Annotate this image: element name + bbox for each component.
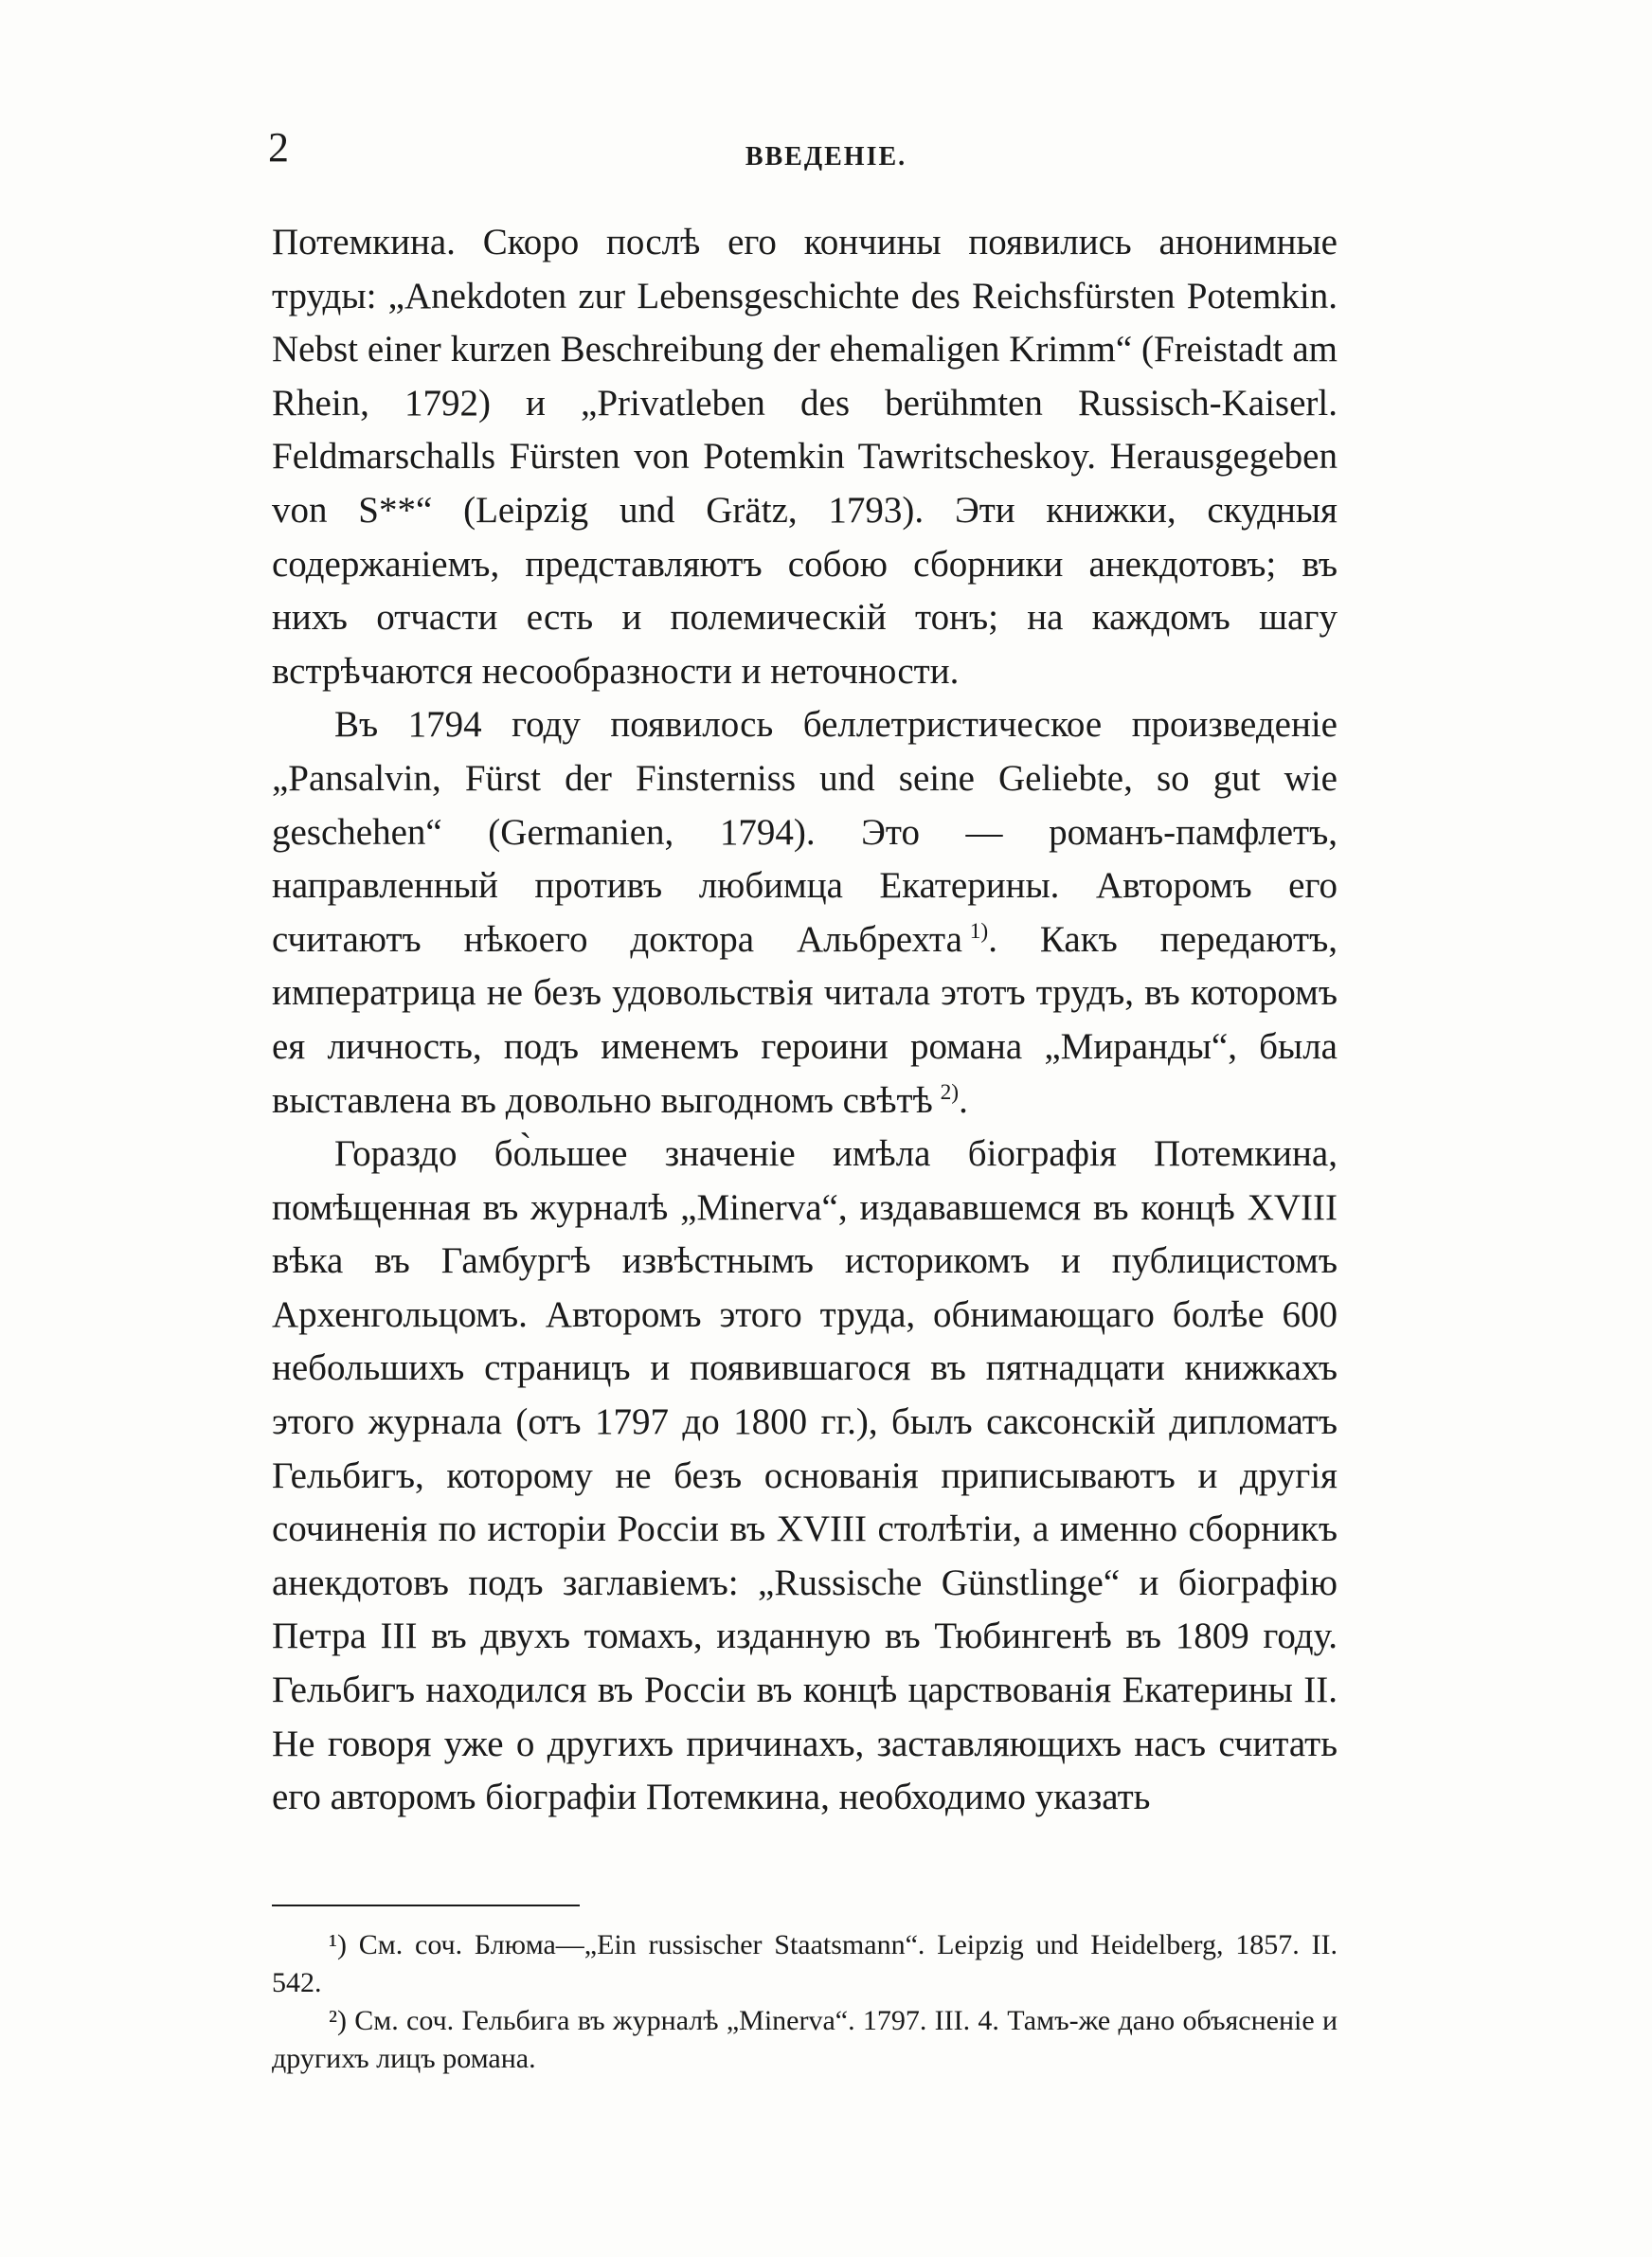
footnote-ref: 1) [969, 918, 989, 944]
footnotes [272, 1926, 1338, 2078]
running-head: ВВЕДЕНІЕ. [745, 142, 907, 172]
footnote-ref: 2) [940, 1079, 960, 1105]
page-number: 2 [268, 124, 289, 171]
footnote-marker: ²) [329, 2005, 347, 2036]
body-text [272, 216, 1338, 1825]
footnote-rule [272, 1905, 580, 1906]
paragraph: Гораздо бо̀льшее значеніе имѣла біографія Потемкина, помѣщенная въ журналѣ „Minerva“, издававшемся въ концѣ XVIII вѣка въ Гамбургѣ извѣстнымъ историкомъ и публицистомъ Архенгольцомъ. Авторомъ этого труда, обнимающаго болѣе 600 небольшихъ страницъ и появившагося въ пятнадцати книжкахъ этого журнала (отъ 1797 до 1800 гг.), былъ саксонскій дипломатъ Гельбигъ, которому не безъ основанія приписываютъ и другія сочиненія по исторіи Россіи въ XVIII столѣтіи, а именно сборникъ анекдотовъ подъ заглавіемъ: „Russische Günstlinge“ и біографію Петра III въ двухъ томахъ, изданную въ Тюбингенѣ въ 1809 году. Гельбигъ находился въ Россіи въ концѣ царствованія Екатерины II. Не говоря уже о другихъ причинахъ, заставляющихъ насъ считать его авторомъ біографіи Потемкина, необходимо указать [272, 1133, 1338, 1818]
paragraph: Потемкина. Скоро послѣ его кончины появились анонимные труды: „Anekdoten zur Lebensgeschichte des Reichsfürsten Potemkin. Nebst einer kurzen Beschreibung der ehemaligen Krimm“ (Freistadt am Rhein, 1792) и „Privatleben des berühmten Russisch-Kaiserl. Feldmarschalls Fürsten von Potemkin Tawritscheskoy. Herausgegeben von S**“ (Leipzig und Grätz, 1793). Эти книжки, скудныя содержаніемъ, представляютъ собою сборники анекдотовъ; въ нихъ отчасти есть и полемическій тонъ; на каждомъ шагу встрѣчаются несообразности и неточности. [272, 222, 1338, 692]
footnote-text: См. соч. Блюма—„Ein russischer Staatsmann“. Leipzig und Heidelberg, 1857. II. 542. [272, 1929, 1338, 1998]
footnote [272, 1926, 1338, 2002]
paragraph-text: . Какъ передаютъ, императрица не безъ удовольствія читала этотъ трудъ, въ которомъ ея личность, подъ именемъ героини романа „Миранды“, была выставлена въ довольно выгодномъ свѣтѣ [272, 918, 1338, 1121]
footnote-marker: ¹) [329, 1929, 347, 1960]
paragraph-text: Въ 1794 году появилось беллетристическое произведеніе „Pansalvin, Fürst der Finsterniss und seine Geliebte, so gut wie geschehen“ (Germanien, 1794). Это — романъ-памфлетъ, направленный противъ любимца Екатерины. Авторомъ его считаютъ нѣкоего доктора Альбрехта [272, 704, 1338, 960]
footnote [272, 2002, 1338, 2078]
paragraph [272, 698, 1338, 1128]
footnote-text: См. соч. Гельбига въ журналѣ „Minerva“. 1797. III. 4. Тамъ-же дано объясненіе и другихъ лицъ романа. [272, 2005, 1338, 2074]
paragraph-text: . [959, 1079, 968, 1121]
